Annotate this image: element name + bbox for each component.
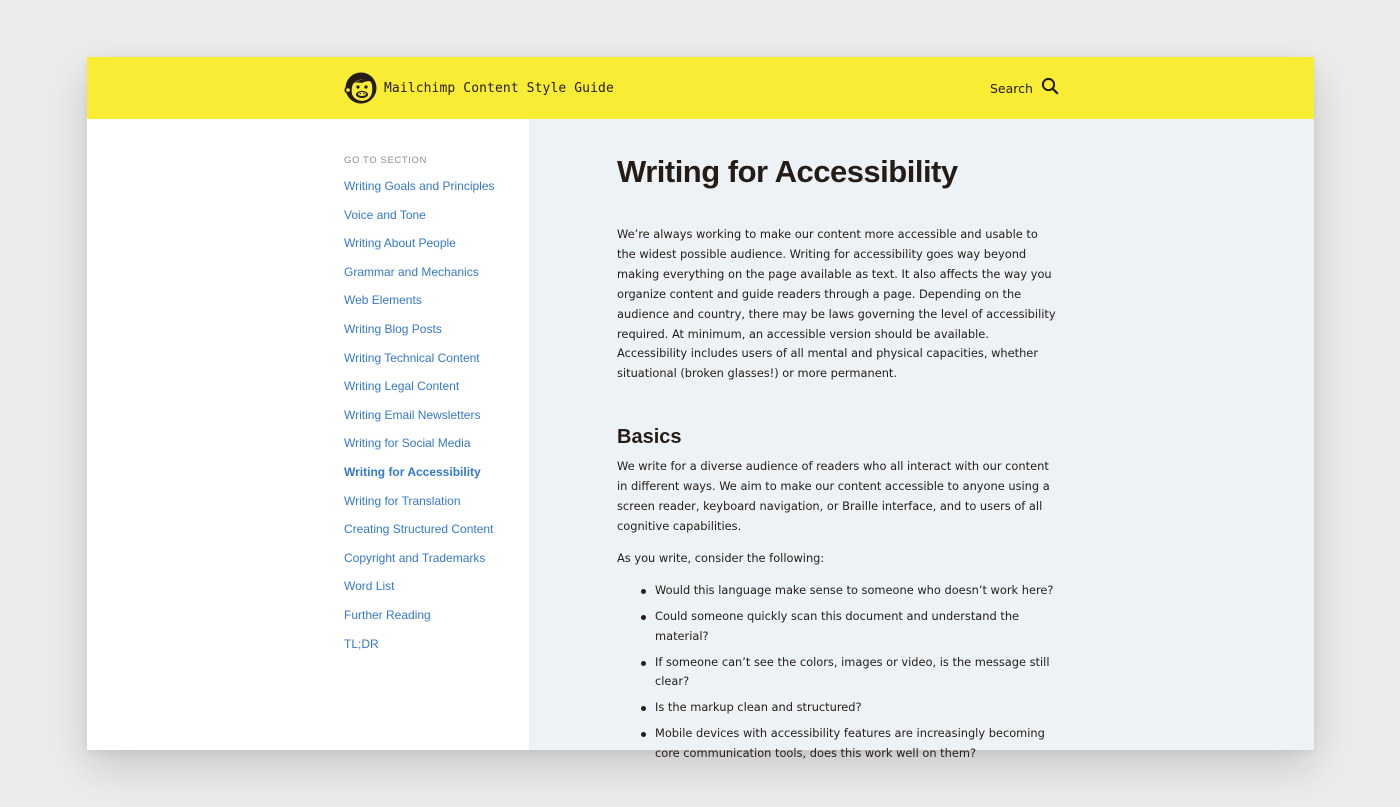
nav-item-writing-goals[interactable]: Writing Goals and Principles <box>344 179 495 193</box>
nav-item-grammar-mechanics[interactable]: Grammar and Mechanics <box>344 264 479 279</box>
list-item: Would this language make sense to someone who doesn’t work here? <box>655 581 1057 601</box>
nav-item-structured-content[interactable]: Creating Structured Content <box>344 522 494 537</box>
nav-item-writing-about-people[interactable]: Writing About People <box>344 236 456 251</box>
list-item: Mobile devices with accessibility features are increasingly becoming core communication tools, does this work well on them? <box>655 724 1057 764</box>
site-title: Mailchimp Content Style Guide <box>384 80 614 96</box>
list-item: If someone can’t see the colors, images or video, is the message still clear? <box>655 653 1057 693</box>
section-navigation <box>87 119 529 750</box>
site-header <box>87 57 1314 119</box>
nav-item-copyright-trademarks[interactable]: Copyright and Trademarks <box>344 550 486 565</box>
freddie-monkey-logo-icon <box>344 70 378 106</box>
home-link[interactable] <box>344 70 614 106</box>
section-nav-list <box>344 177 495 663</box>
nav-item-blog-posts[interactable]: Writing Blog Posts <box>344 321 442 336</box>
list-item: Could someone quickly scan this document and understand the material? <box>655 607 1057 647</box>
list-item: Is the markup clean and structured? <box>655 698 1057 718</box>
magnifier-icon <box>1041 77 1059 100</box>
nav-item-social-media[interactable]: Writing for Social Media <box>344 436 471 451</box>
main-content <box>529 119 1314 761</box>
browser-window <box>87 57 1314 761</box>
nav-item-web-elements[interactable]: Web Elements <box>344 293 422 308</box>
search-button[interactable] <box>990 76 1059 100</box>
intro-paragraph: We’re always working to make our content more accessible and usable to the widest possible audience. Writing for accessibility goes way beyond making everything on the page available as text. It also affects the way you organize content and guide readers through a page. Depending on the audience and country, there may be laws governing the level of accessibility required. At minimum, an accessible version should be available. Accessibility includes users of all mental and physical capacities, whether situational (broken glasses!) or more permanent. <box>617 227 1056 381</box>
consider-paragraph: As you write, consider the following: <box>617 550 825 565</box>
section-nav-heading: GO TO SECTION <box>344 155 427 166</box>
nav-item-technical-content[interactable]: Writing Technical Content <box>344 350 480 365</box>
search-label: Search <box>990 80 1033 96</box>
nav-item-word-list[interactable]: Word List <box>344 579 395 594</box>
nav-item-tldr[interactable]: TL;DR <box>344 636 379 651</box>
nav-item-legal-content[interactable]: Writing Legal Content <box>344 379 460 394</box>
nav-item-email-newsletters[interactable]: Writing Email Newsletters <box>344 407 481 422</box>
nav-item-translation[interactable]: Writing for Translation <box>344 493 461 508</box>
nav-item-further-reading[interactable]: Further Reading <box>344 607 431 622</box>
basics-paragraph: We write for a diverse audience of readers who all interact with our content in different ways. We aim to make our content accessible to anyone using a screen reader, keyboard navigation, or Braille interface, and to users of all cognitive capabilities. <box>617 459 1050 533</box>
basics-heading: Basics <box>617 426 682 449</box>
nav-item-voice-tone[interactable]: Voice and Tone <box>344 207 426 222</box>
consider-list <box>617 581 1057 764</box>
nav-item-accessibility[interactable]: Writing for Accessibility <box>344 464 481 479</box>
article <box>617 151 1057 770</box>
page-title: Writing for Accessibility <box>617 154 958 189</box>
